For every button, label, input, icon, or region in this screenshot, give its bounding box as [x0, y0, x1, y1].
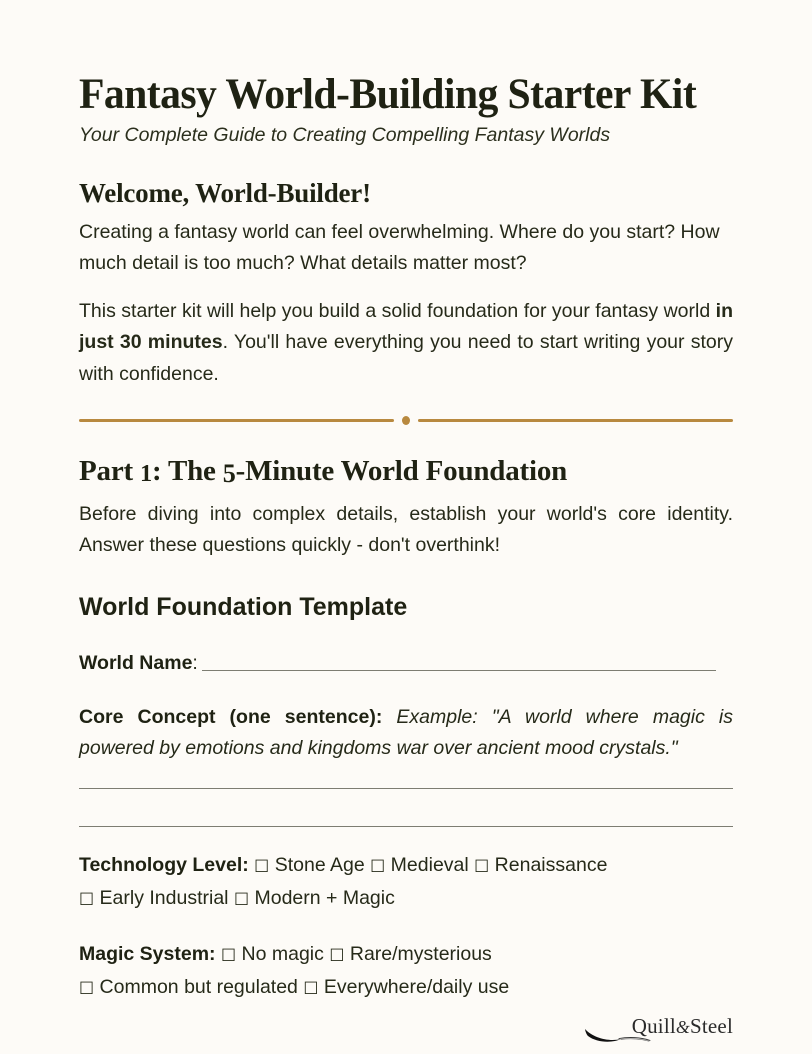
page-title: Fantasy World-Building Starter Kit	[79, 71, 697, 118]
part1-heading-suffix: -Minute World Foundation	[235, 455, 568, 488]
world-name-separator: :	[192, 651, 198, 674]
part1-heading	[79, 455, 733, 488]
welcome-paragraph-2-emphasis: in just 30 minutes	[79, 299, 733, 354]
core-concept-example: Example: "A world where magic is powered by emotions and kingdoms war over ancient mood crystals."	[79, 705, 734, 760]
brand-wordmark-part2: Steel	[690, 1014, 733, 1038]
world-name-label: World Name	[79, 651, 193, 674]
world-name-input[interactable]	[202, 669, 716, 671]
footer-brand-logo	[533, 1016, 733, 1037]
technology-level-label: Technology Level:	[79, 853, 249, 876]
magic-system-group	[79, 938, 733, 1005]
magic-system-options-line-2[interactable]: □ Common but regulated □ Everywhere/daily use	[79, 976, 510, 999]
divider-bar-left	[79, 419, 394, 422]
magic-system-line-1	[79, 938, 733, 972]
part1-heading-number-2: 5	[222, 459, 236, 489]
welcome-paragraph-2	[79, 296, 733, 391]
welcome-paragraph-2-tail: . You'll have everything you need to start writing your story with confidence.	[79, 331, 733, 385]
part1-intro-paragraph: Before diving into complex details, establish your world's core identity. Answer these questions quickly - don't overthink!	[79, 502, 733, 557]
technology-level-options-line-1[interactable]: □ Stone Age □ Medieval □ Renaissance	[254, 853, 608, 876]
core-concept-write-in-area	[79, 787, 733, 827]
core-concept-input-line-2[interactable]	[79, 825, 733, 827]
core-concept-field-row	[79, 702, 733, 765]
divider-dot-ornament-icon	[402, 416, 410, 425]
page-subtitle: Your Complete Guide to Creating Compelling Fantasy Worlds	[79, 124, 611, 147]
core-concept-label: Core Concept (one sentence):	[79, 705, 383, 728]
technology-level-options-line-2[interactable]: □ Early Industrial □ Modern + Magic	[79, 887, 395, 910]
magic-system-options-line-1[interactable]: □ No magic □ Rare/mysterious	[220, 942, 492, 965]
welcome-paragraph-1: Creating a fantasy world can feel overwhelming. Where do you start? How much detail is too much? What details matter most?	[79, 220, 720, 275]
technology-level-line-1	[79, 849, 733, 883]
brand-wordmark-part1: Quill	[631, 1014, 676, 1038]
part1-heading-mid: : The	[151, 455, 223, 488]
welcome-heading: Welcome, World-Builder!	[79, 177, 371, 208]
world-name-field-row	[79, 648, 733, 680]
document-content	[79, 72, 733, 1027]
technology-level-group	[79, 849, 733, 916]
part1-heading-prefix: Part	[79, 455, 140, 488]
magic-system-label: Magic System:	[79, 942, 216, 965]
section-divider	[79, 416, 733, 425]
part1-heading-number: 1	[140, 459, 152, 487]
brand-ampersand: &	[675, 1017, 690, 1037]
divider-bar-right	[418, 419, 733, 422]
core-concept-input-line-1[interactable]	[79, 787, 733, 789]
welcome-paragraph-2-lead: This starter kit will help you build a solid foundation for your fantasy world	[79, 299, 716, 322]
brand-wordmark	[533, 1016, 733, 1037]
world-foundation-template-heading: World Foundation Template	[79, 592, 408, 621]
